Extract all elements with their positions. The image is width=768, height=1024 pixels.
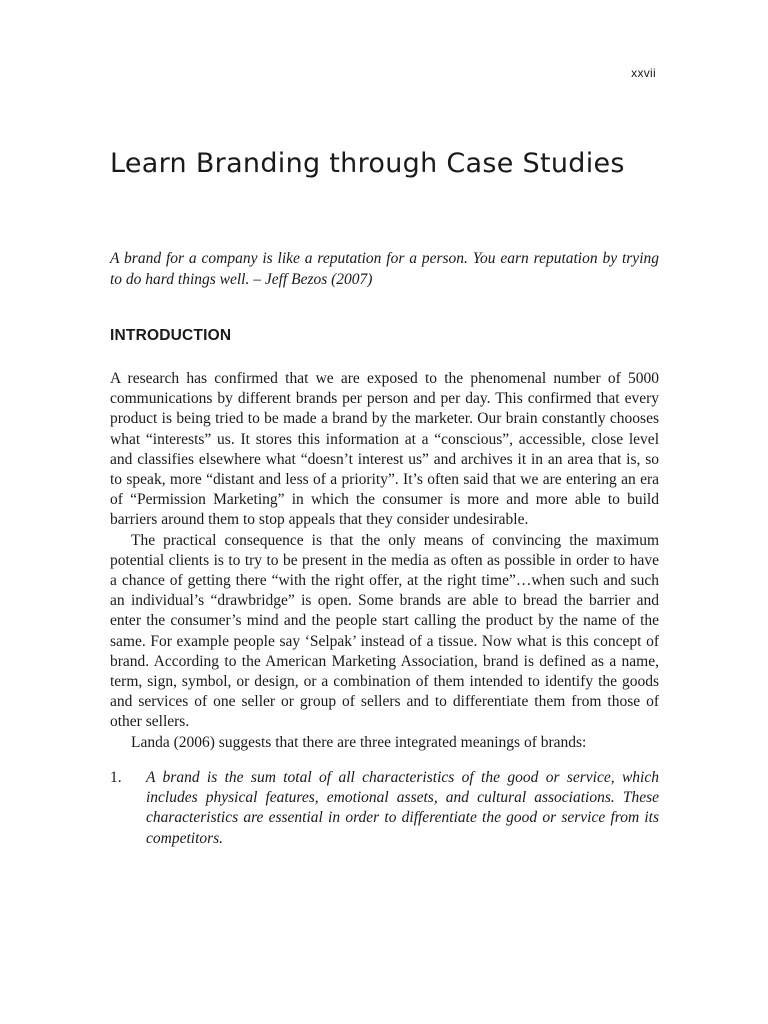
section-heading: INTRODUCTION <box>110 327 232 344</box>
chapter-title: Learn Branding through Case Studies <box>110 148 625 179</box>
list-item <box>110 768 659 849</box>
list-item-text: A brand is the sum total of all characteristics of the good or service, which includes physical features, emotional assets, and cultural associations. These characteristics are essential in order to differentiate the good or service from its competitors. <box>146 769 659 847</box>
paragraph: Landa (2006) suggests that there are three integrated meanings of brands: <box>131 733 587 751</box>
introduction-body <box>110 369 659 753</box>
epigraph-quote: A brand for a company is like a reputation for a person. You earn reputation by trying to do hard things well. – Jeff Bezos (2007) <box>110 250 659 288</box>
page-number: xxvii <box>631 66 656 80</box>
brand-meanings-list <box>110 768 659 849</box>
list-item-number: 1. <box>110 769 122 786</box>
paragraph: A research has confirmed that we are exposed to the phenomenal number of 5000 communications by different brands per person and per day. This confirmed that every product is being tried to be made a brand by the marketer. Our brain constantly chooses what “interests” us. It stores this information at a “conscious”, accessible, close level and classifies elsewhere what “doesn’t interest us” and archives it in an area that is, so to speak, more “distant and less of a priority”. It’s often said that we are entering an era of “Permission Marketing” in which the consumer is more and more able to build barriers around them to stop appeals that they consider undesirable. <box>110 370 659 529</box>
paragraph: The practical consequence is that the only means of convincing the maximum potential clients is to try to be present in the media as often as possible in order to have a chance of getting there “with the right offer, at the right time”…when such and such an individual’s “drawbridge” is open. Some brands are able to bread the barrier and enter the consumer’s mind and the people start calling the product by the name of the same. For example people say ‘Selpak’ instead of a tissue. Now what is this concept of brand. According to the American Marketing Association, brand is defined as a name, term, sign, symbol, or design, or a combination of them intended to identify the goods and services of one seller or group of sellers and to differentiate them from those of other sellers. <box>110 531 659 731</box>
